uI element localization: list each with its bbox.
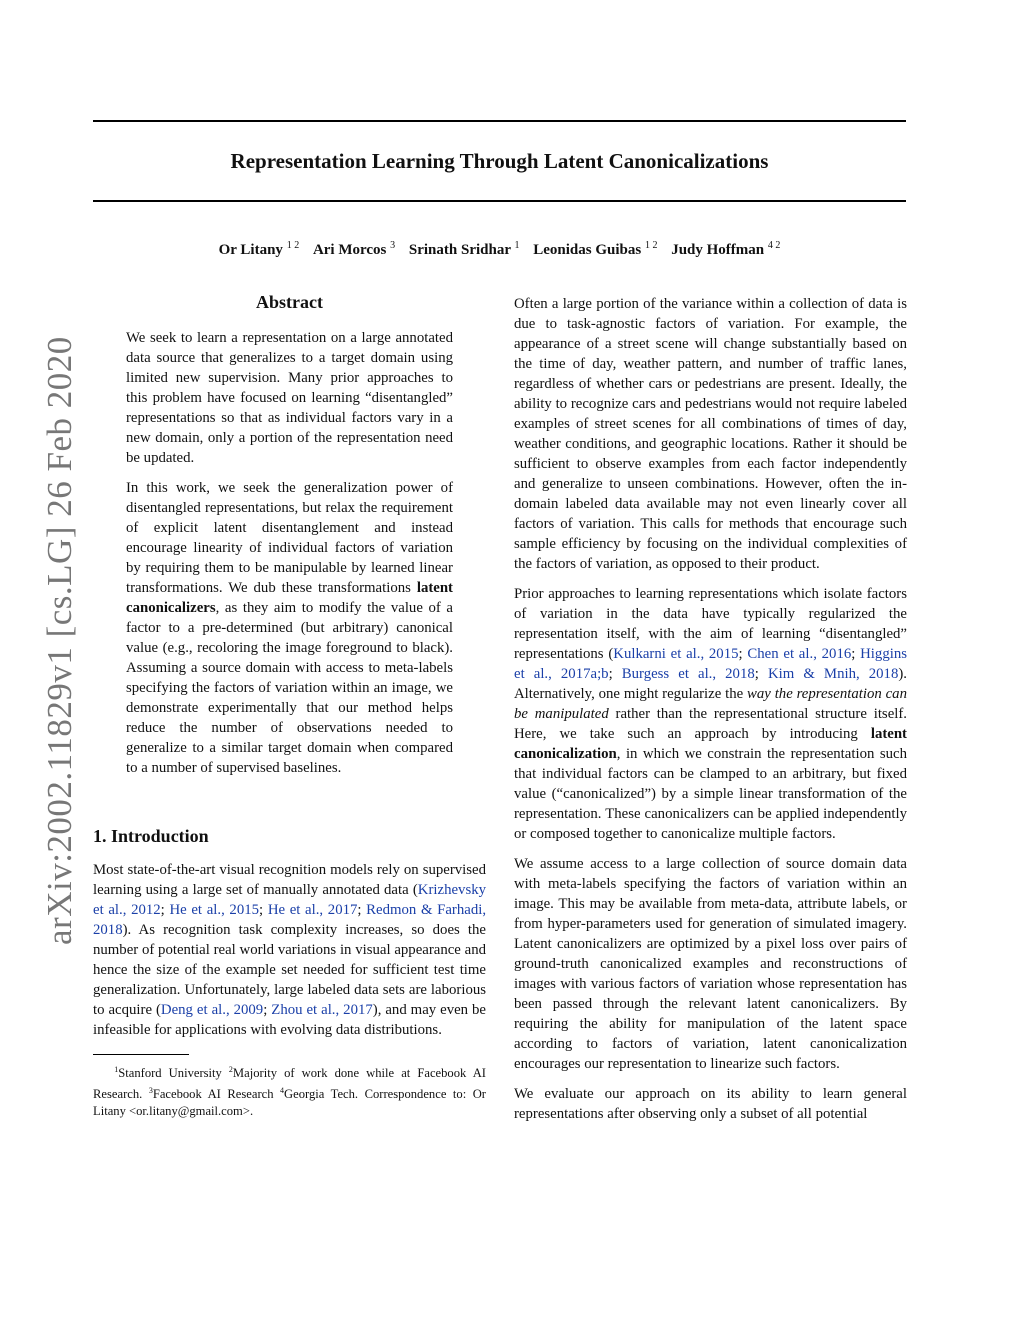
- right-column: [514, 294, 907, 1134]
- citation-link[interactable]: He et al., 2015: [169, 902, 260, 918]
- citation-link[interactable]: He et al., 2017: [267, 902, 358, 918]
- author-name: Or Litany $^{1 2}$: [218, 240, 300, 258]
- citation-link[interactable]: Redmon & Farhadi, 2018: [93, 902, 487, 938]
- citation-link[interactable]: Deng et al., 2009: [160, 1002, 264, 1018]
- title-rule-bottom: [93, 200, 906, 202]
- abstract-heading: Abstract: [256, 292, 323, 312]
- arxiv-identifier: arXiv:2002.11829v1 [cs.LG] 26 Feb 2020: [40, 336, 79, 945]
- body-paragraph: Often a large portion of the variance within a collection of data is due to task-agnostic factors of variation. For example, the appearance of a street scene will change substantially based on the time of day, weather pattern, and number of traffic lanes, regardless of whether cars or pedestrians are present. Ideally, the ability to recognize cars and pedestrians would not require labeled examples of street scenes for all combinations of times of day, weather conditions, and geographic locations. Rather it should be sufficient to observe examples from each factor independently and generalize to unseen combinations. However, often the in-domain labeled data available may not even linearly cover all factors of variation. This calls for methods that encourage such sample efficiency by focusing on the individual complexities of the factors of variation, as opposed to their product.: [514, 296, 907, 572]
- author-name: Judy Hoffman $^{4 2}$: [671, 240, 781, 258]
- body-paragraph: We assume access to a large collection of source domain data with meta-labels specifying the factors of variation within an image. This may be available from meta-data, attribute labels, or from hyper-parameters used for generation of simulated imagery. Latent canonicalizers are optimized by a pixel loss over pairs of ground-truth canonicalized examples and reconstructions of images with various factors of variation whose representation has been passed through the relevant latent canonicalizers. By requiring the ability for manipulation of the latent space according to factors of variation, latent canonicalization encourages our representation to linearize such factors.: [514, 856, 907, 1072]
- author-name: Leonidas Guibas $^{1 2}$: [533, 240, 658, 258]
- author-name: Ari Morcos $^3$: [312, 240, 396, 258]
- abstract-paragraph: In this work, we seek the generalization power of disentangled representations, but relax the requirement of explicit latent disentanglement and instead encourage linearity of individual factors of variation by requiring them to be manipulable by learned linear transformations. We dub these transformations latent canonicalizers, as they aim to modify the value of a factor to a pre-determined (but arbitrary) canonical value (e.g., recoloring the image foreground to black). Assuming a source domain with access to meta-labels specifying the factors of variation within an image, we demonstrate experimentally that our method helps reduce the number of observations needed to generalize to a similar target domain when compared to a number of supervised baselines.: [126, 480, 453, 776]
- author-name: Srinath Sridhar $^1$: [408, 240, 520, 258]
- citation-link[interactable]: Chen et al., 2016: [747, 646, 852, 662]
- section-heading-introduction: 1. Introduction: [93, 826, 209, 846]
- left-column: [93, 290, 486, 1120]
- citation-link[interactable]: Kulkarni et al., 2015: [613, 646, 739, 662]
- body-paragraph: We evaluate our approach on its ability to learn general representations after observing only a subset of all potential: [514, 1086, 907, 1122]
- title-rule-top: [93, 120, 906, 122]
- body-paragraph: Prior approaches to learning representations which isolate factors of variation in the data have typically regularized the representation itself, with the aim of learning “disentangled” representations (Kulkarni et al., 2015; Chen et al., 2016; Higgins et al., 2017a;b; Burgess et al., 2018; Kim & Mnih, 2018). Alternatively, one might regularize the way the representation can be manipulated rather than the representational structure itself. Here, we take such an approach by introducing latent canonicalization, in which we constrain the representation such that individual factors can be clamped to an arbitrary, but fixed value (“canonicalized”) by a simple linear transformation of the representation. These canonicalizers can be applied independently or composed together to canonicalize multiple factors.: [514, 586, 907, 842]
- paper-title: Representation Learning Through Latent Canonicalizations: [230, 149, 769, 173]
- abstract-paragraph: We seek to learn a representation on a large annotated data source that generalizes to a target domain using limited new supervision. Many prior approaches to this problem have focused on learning “disentangled” representations so that as individual factors vary in a new domain, only a portion of the representation need be updated.: [126, 330, 453, 466]
- intro-paragraph: Most state-of-the-art visual recognition models rely on supervised learning using a large set of manually annotated data (Krizhevsky et al., 2012; He et al., 2015; He et al., 2017; Redmon & Farhadi, 2018). As recognition task complexity increases, so does the number of potential real world variations in visual appearance and hence the size of the example set needed for sufficient test time generalization. Unfortunately, large labeled data sets are laborious to acquire (Deng et al., 2009; Zhou et al., 2017), and may even be infeasible for applications with evolving data distributions.: [93, 862, 487, 1038]
- abstract-body: [126, 328, 453, 778]
- citation-link[interactable]: Krizhevsky et al., 2012: [93, 882, 486, 918]
- citation-link[interactable]: Burgess et al., 2018: [621, 666, 755, 682]
- author-list: [93, 236, 906, 260]
- citation-link[interactable]: Higgins et al., 2017a;b: [514, 646, 907, 682]
- affiliation-footnote: $^1$Stanford University $^2$Majority of work done while at Facebook AI Research. $^3$Facebook AI Research $^4$Georgia Tech. Correspondence to: Or Litany <or.litany@gmail.com>.: [93, 1065, 486, 1119]
- footnote-rule: [93, 1054, 189, 1055]
- citation-link[interactable]: Kim & Mnih, 2018: [767, 666, 899, 682]
- citation-link[interactable]: Zhou et al., 2017: [271, 1002, 373, 1018]
